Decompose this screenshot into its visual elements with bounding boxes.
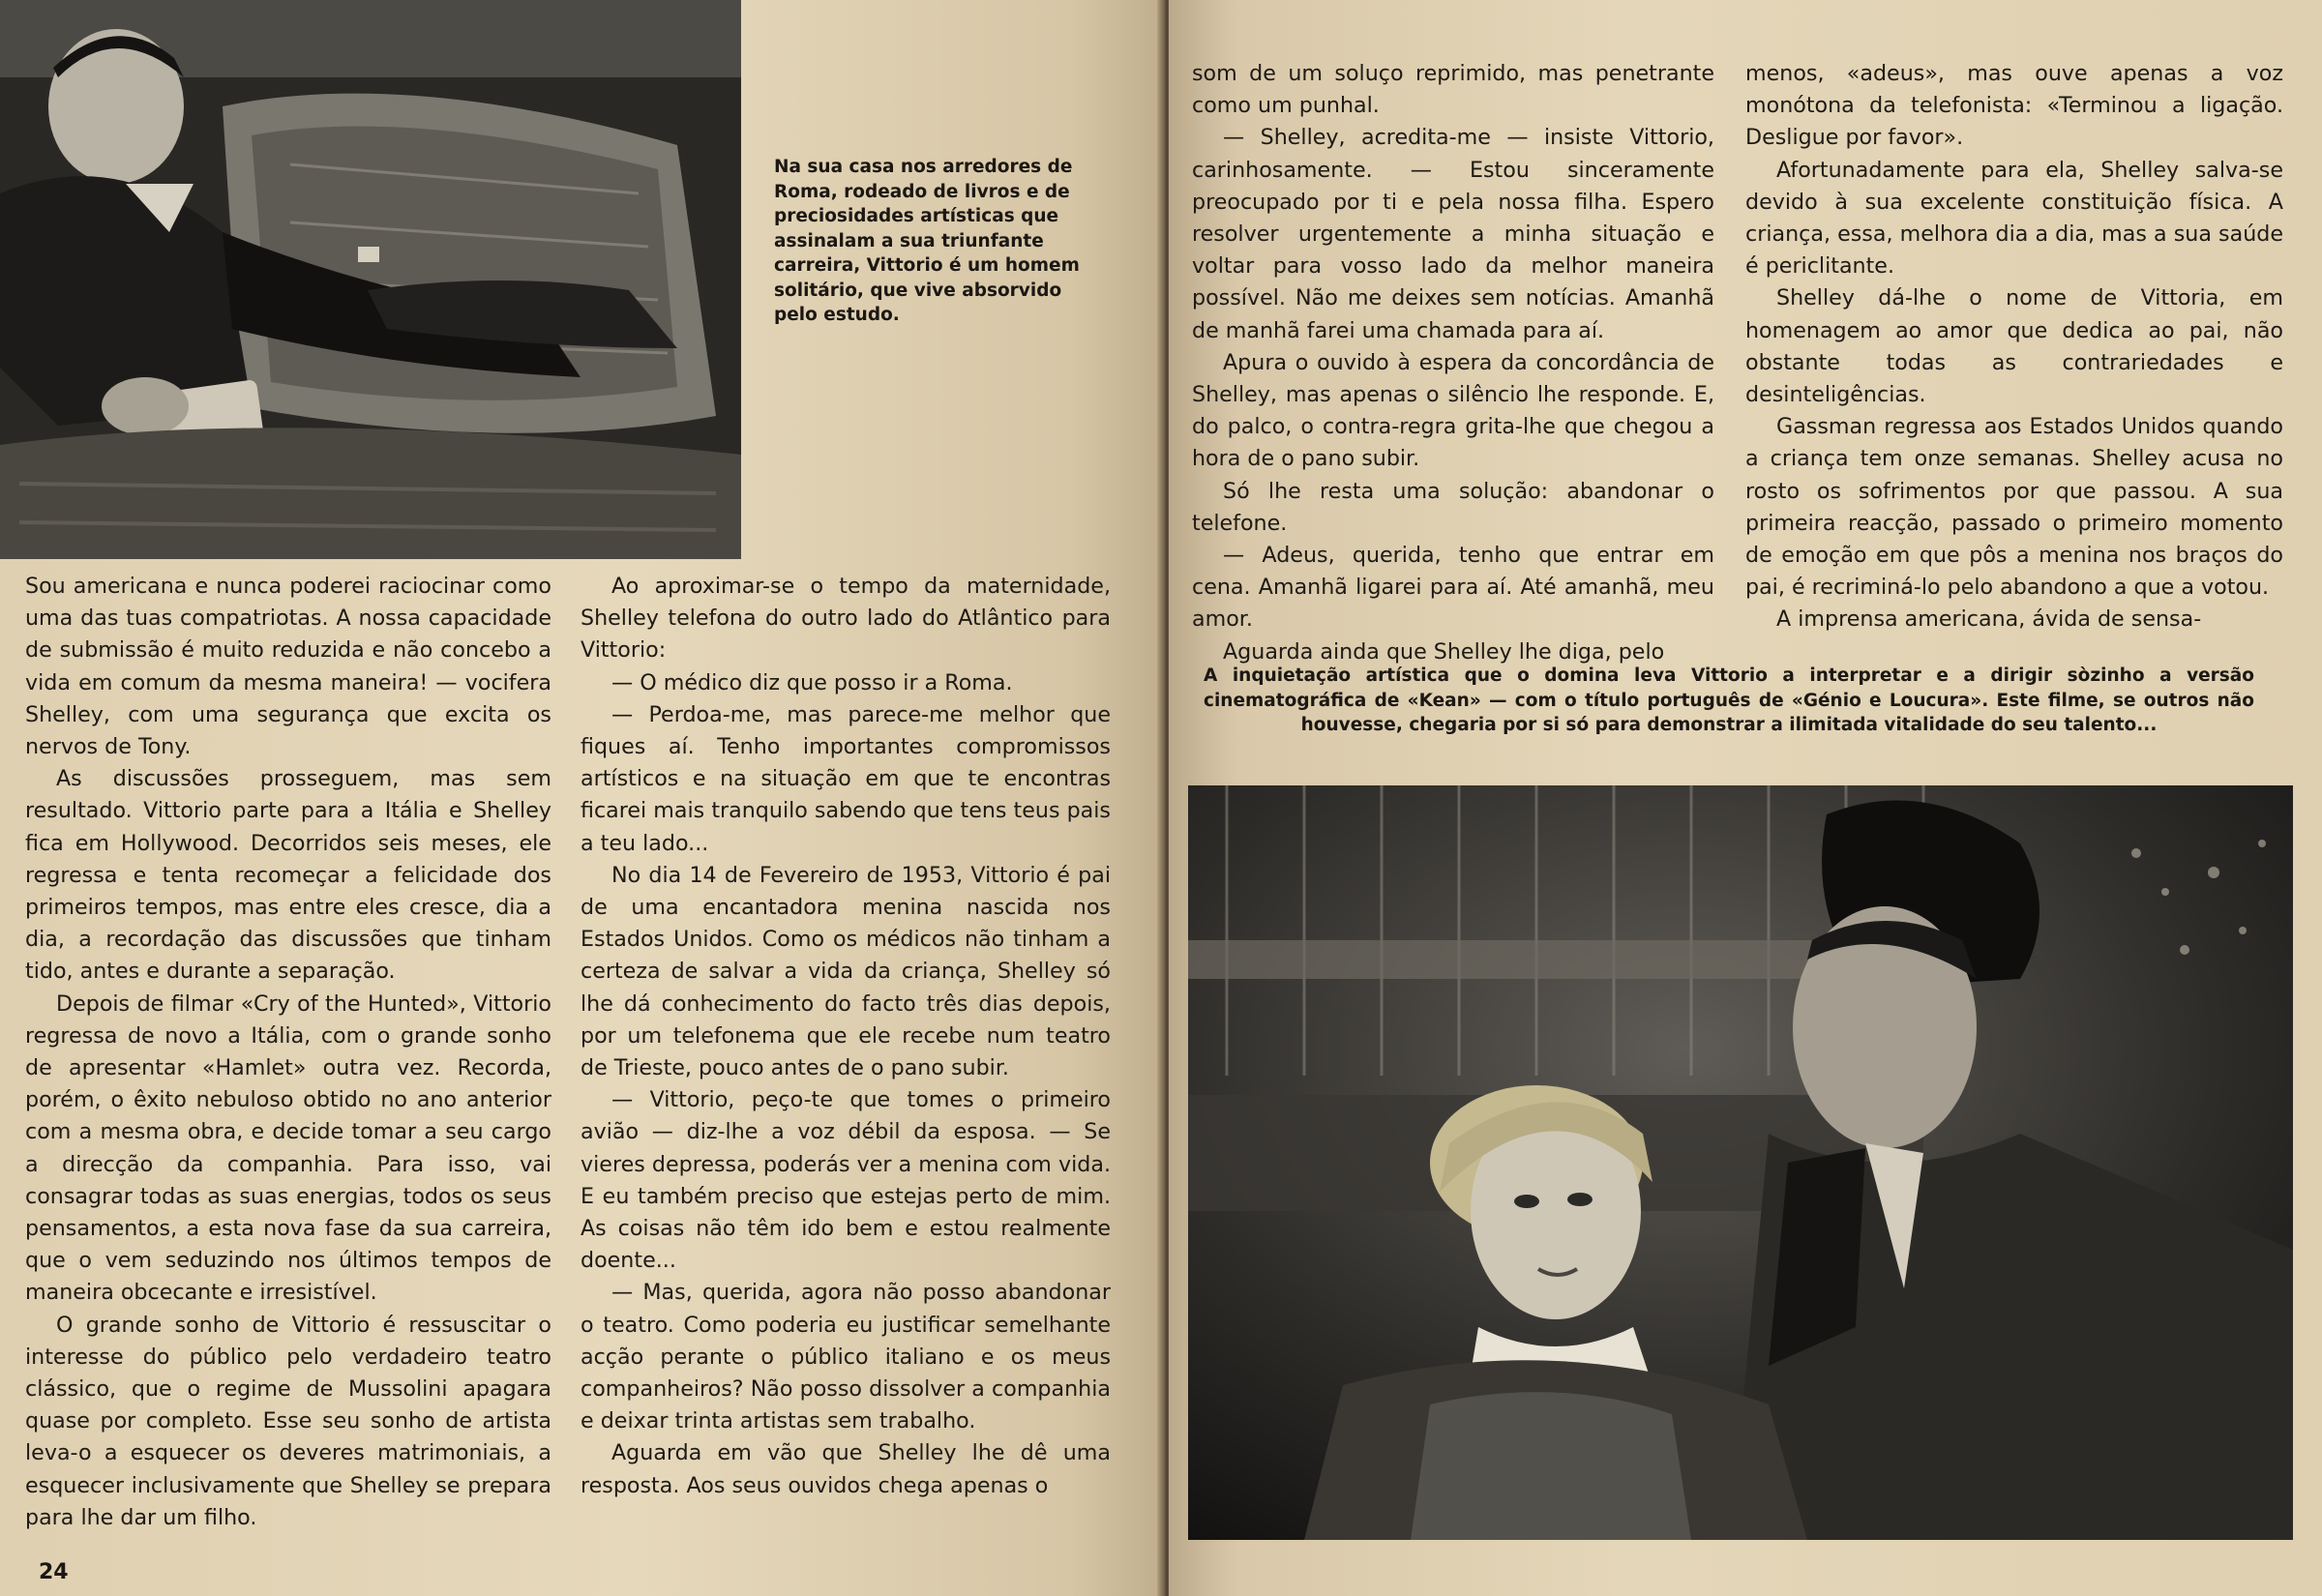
- paragraph: — Adeus, querida, tenho que entrar em cena. Amanhã ligarei para aí. Até amanhã, meu amor.: [1192, 543, 1714, 633]
- paragraph: — Shelley, acredita-me — insiste Vittorio, carinhosamente. — Estou sinceramente preocupado por ti e pela nossa filha. Espero resolver urgentemente a minha situação e voltar para vosso lado da melhor maneira possível. Não me deixes sem notícias. Amanhã de manhã farei uma chamada para aí.: [1192, 125, 1714, 343]
- paragraph: Só lhe resta uma solução: abandonar o telefone.: [1192, 478, 1714, 536]
- text-column-4: [1745, 58, 2283, 636]
- paragraph: Afortunadamente para ela, Shelley salva-se devido à sua excelente constituição física. A criança, essa, melhora dia a dia, mas a sua saúde é periclitante.: [1745, 157, 2283, 280]
- page-number: 24: [39, 1560, 69, 1584]
- text-column-1: [25, 571, 551, 1534]
- photo-kean-film-still: [1188, 785, 2293, 1540]
- text-column-2: [580, 571, 1111, 1502]
- paragraph: A imprensa americana, ávida de sensa-: [1776, 606, 2202, 633]
- paragraph: menos, «adeus», mas ouve apenas a voz monótona da telefonista: «Terminou a ligação. Desligue por favor».: [1745, 61, 2283, 151]
- paragraph: Sou americana e nunca poderei raciocinar como uma das tuas compatriotas. A nossa capacidade de submissão é muito reduzida e não concebo a vida em comum da mesma maneira! — vocifera Shelley, com uma segurança que excita os nervos de Tony.: [25, 574, 551, 760]
- photo-vittorio-reclining: [0, 0, 741, 559]
- paragraph: som de um soluço reprimido, mas penetrante como um punhal.: [1192, 61, 1714, 119]
- paragraph: — O médico diz que posso ir a Roma.: [611, 669, 1013, 695]
- paragraph: Aguarda em vão que Shelley lhe dê uma resposta. Aos seus ouvidos chega apenas o: [580, 1440, 1111, 1498]
- photo-caption-left: Na sua casa nos arredores de Roma, rodeado de livros e de preciosidades artísticas que assinalam a sua triunfante carreira, Vittorio é um homem solitário, que vive absorvido pelo estudo.: [774, 157, 1080, 325]
- paragraph: Gassman regressa aos Estados Unidos quando a criança tem onze semanas. Shelley acusa no rosto os sofrimentos por que passou. A sua primeira reacção, passado o primeiro momento de emoção em que pôs a menina nos braços do pai, é recriminá-lo pelo abandono a que a votou.: [1745, 414, 2283, 601]
- paragraph: — Vittorio, peço-te que tomes o primeiro avião — diz-lhe a voz débil da esposa. — Se vieres depressa, poderás ver a menina com vida. E eu também preciso que estejas perto de mim. As coisas não têm ido bem e estou realmente doente...: [580, 1087, 1111, 1274]
- paragraph: Depois de filmar «Cry of the Hunted», Vittorio regressa de novo a Itália, com o grande sonho de apresentar «Hamlet» outra vez. Recorda, porém, o êxito nebuloso obtido no ano anterior com a mesma obra, e decide tomar a seu cargo a direcção da companhia. Para isso, vai consagrar todas as suas energias, todos os seus pensamentos, a esta nova fase da sua carreira, que o vem seduzindo nos últimos tempos de maneira obcecante e irresistível.: [25, 990, 551, 1306]
- right-page: [1169, 0, 2322, 1596]
- paragraph: O grande sonho de Vittorio é ressuscitar o interesse do público pelo verdadeiro teatro clássico, que o regime de Mussolini apagara quase por completo. Esse seu sonho de artista leva-o a esquecer os deveres matrimoniais, a esquecer inclusivamente que Shelley se prepara para lhe dar um filho.: [25, 1312, 551, 1530]
- paragraph: — Mas, querida, agora não posso abandonar o teatro. Como poderia eu justificar semelhante acção perante o público italiano e os meus companheiros? Não posso dissolver a companhia e deixar trinta artistas sem trabalho.: [580, 1280, 1111, 1434]
- photo-caption-right: A inquietação artística que o domina leva Vittorio a interpretar e a dirigir sòzinho a versão cinematográfica de «Kean» — com o título português de «Génio e Loucura». Este filme, se outros não houvesse, chegaria por si só para demonstrar a ilimitada vitalidade do seu talento...: [1204, 665, 2254, 735]
- paragraph: No dia 14 de Fevereiro de 1953, Vittorio é pai de uma encantadora menina nascida nos Estados Unidos. Como os médicos não tinham a certeza de salvar a vida da criança, Shelley só lhe dá conhecimento do facto três dias depois, por um telefonema que ele recebe num teatro de Trieste, pouco antes de o pano subir.: [580, 862, 1111, 1081]
- paragraph: Shelley dá-lhe o nome de Vittoria, em homenagem ao amor que dedica ao pai, não obstante todas as contrariedades e desinteligências.: [1745, 285, 2283, 408]
- paragraph: Aguarda ainda que Shelley lhe diga, pelo: [1223, 638, 1665, 665]
- paragraph: Ao aproximar-se o tempo da maternidade, Shelley telefona do outro lado do Atlântico para Vittorio:: [580, 574, 1111, 664]
- paragraph: As discussões prosseguem, mas sem resultado. Vittorio parte para a Itália e Shelley fica em Hollywood. Decorridos seis meses, ele regressa e tenta recomeçar a felicidade dos primeiros tempos, mas entre eles cresce, dia a dia, a recordação das discussões que tinham tido, antes e durante a separação.: [25, 766, 551, 985]
- paragraph: — Perdoa-me, mas parece-me melhor que fiques aí. Tenho importantes compromissos artísticos e na situação em que te encontras ficarei mais tranquilo sabendo que tens teus pais a teu lado...: [580, 701, 1111, 856]
- text-column-3: [1192, 58, 1714, 668]
- paragraph: Apura o ouvido à espera da concordância de Shelley, mas apenas o silêncio lhe responde. E, do palco, o contra-regra grita-lhe que chegou a hora de o pano subir.: [1192, 349, 1714, 472]
